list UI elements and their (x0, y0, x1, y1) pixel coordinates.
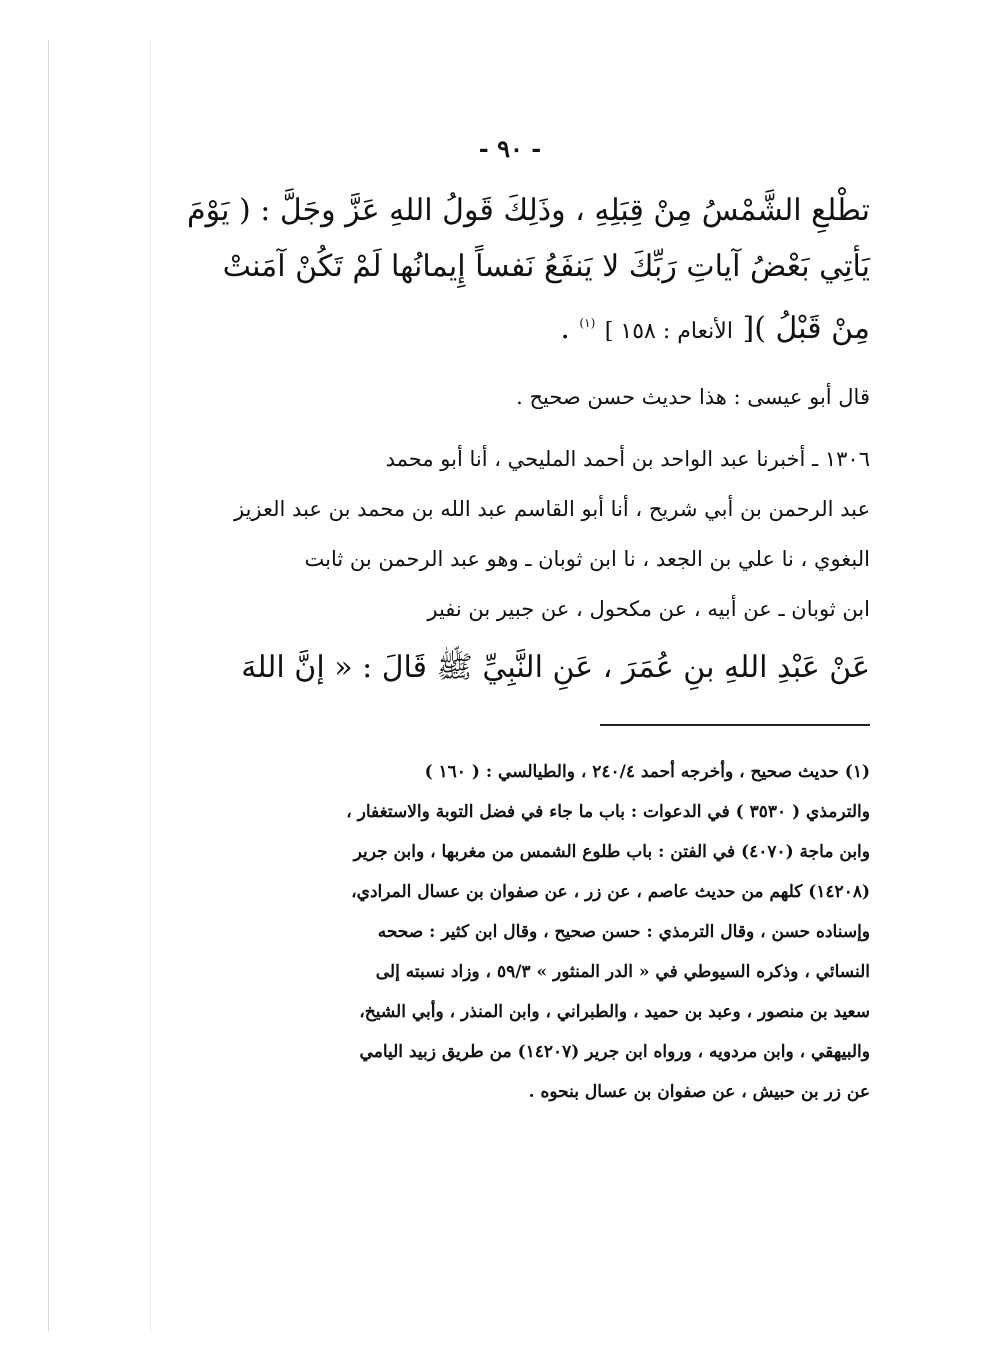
footnotes (150, 752, 870, 1112)
footnote-line-9: عن زر بن حبيش ، عن صفوان بن عسال بنحوه . (528, 1082, 870, 1102)
footnote-line-2: والترمذي ( ٣٥٣٠ ) في الدعوات : باب ما جاء في فضل التوبة والاستغفار ، (346, 802, 870, 822)
footnote-line-1: (١) حديث صحيح ، وأخرجه أحمد ٢٤٠/٤ ، والطيالسي : ( ١٦٠ ) (424, 762, 870, 782)
footnote-line-3: وابن ماجة (٤٠٧٠) في الفتن : باب طلوع الشمس من مغربها ، وابن جرير (353, 842, 870, 862)
quran-line-2: يَأتِي بَعْضُ آياتِ رَبِّكَ لا يَنفَعُ نَفساً إِيمانُها لَمْ تَكُنْ آمَنتْ (222, 249, 870, 284)
isnad-paragraph (150, 434, 870, 634)
hadith-grading: قال أبو عيسى : هذا حديث حسن صحيح . (516, 385, 870, 409)
quran-line-3-text: مِنْ قَبْلُ )[ (742, 311, 870, 346)
footnote-line-7: سعيد بن منصور ، وعبد بن حميد ، والطبراني ، وابن المنذر ، وأبي الشيخ، (359, 1002, 870, 1022)
footnote-reference: (١) (579, 316, 596, 330)
scan-edge-line-left (48, 40, 49, 1332)
isnad-line-4: ابن ثوبان ـ عن أبيه ، عن مكحول ، عن جبير بن نفير (427, 597, 870, 621)
quran-line-1: تطْلعِ الشَّمْسُ مِنْ قِبَلِهِ ، وذَلِكَ قَولُ اللهِ عَزَّ وجَلَّ : ( يَوْمَ (187, 193, 870, 228)
quran-line-3 (150, 295, 870, 360)
quran-citation: الأنعام : ١٥٨ ] (604, 319, 733, 344)
page-number: - ٩٠ - (478, 134, 542, 163)
hadith-text-line: عَنْ عَبْدِ اللهِ بنِ عُمَرَ ، عَنِ النَّبِيِّ ﷺ قَالَ : « إنَّ اللهَ (241, 650, 870, 685)
quran-passage (150, 183, 870, 360)
quran-line-3-end: . (560, 311, 570, 346)
book-page (150, 120, 870, 1340)
isnad-line-3: البغوي ، نا علي بن الجعد ، نا ابن ثوبان ـ وهو عبد الرحمن بن ثابت (304, 547, 870, 571)
footnote-line-6: النسائي ، وذكره السيوطي في « الدر المنثور » ٥٩/٣ ، وزاد نسبته إلى (375, 962, 870, 982)
footnote-separator (600, 724, 870, 726)
footnote-line-4: (١٤٢٠٨) كلهم من حديث عاصم ، عن زر ، عن صفوان بن عسال المرادي، (351, 882, 870, 902)
footnote-line-5: وإسناده حسن ، وقال الترمذي : حسن صحيح ، وقال ابن كثير : صححه (377, 922, 870, 942)
footnote-line-8: والبيهقي ، وابن مردويه ، ورواه ابن جرير (١٤٢٠٧) من طريق زبيد اليامي (359, 1042, 870, 1062)
isnad-line-1: ١٣٠٦ ـ أخبرنا عبد الواحد بن أحمد المليحي ، أنا أبو محمد (385, 447, 870, 471)
isnad-line-2: عبد الرحمن بن أبي شريح ، أنا أبو القاسم عبد الله بن محمد بن عبد العزيز (234, 497, 870, 521)
